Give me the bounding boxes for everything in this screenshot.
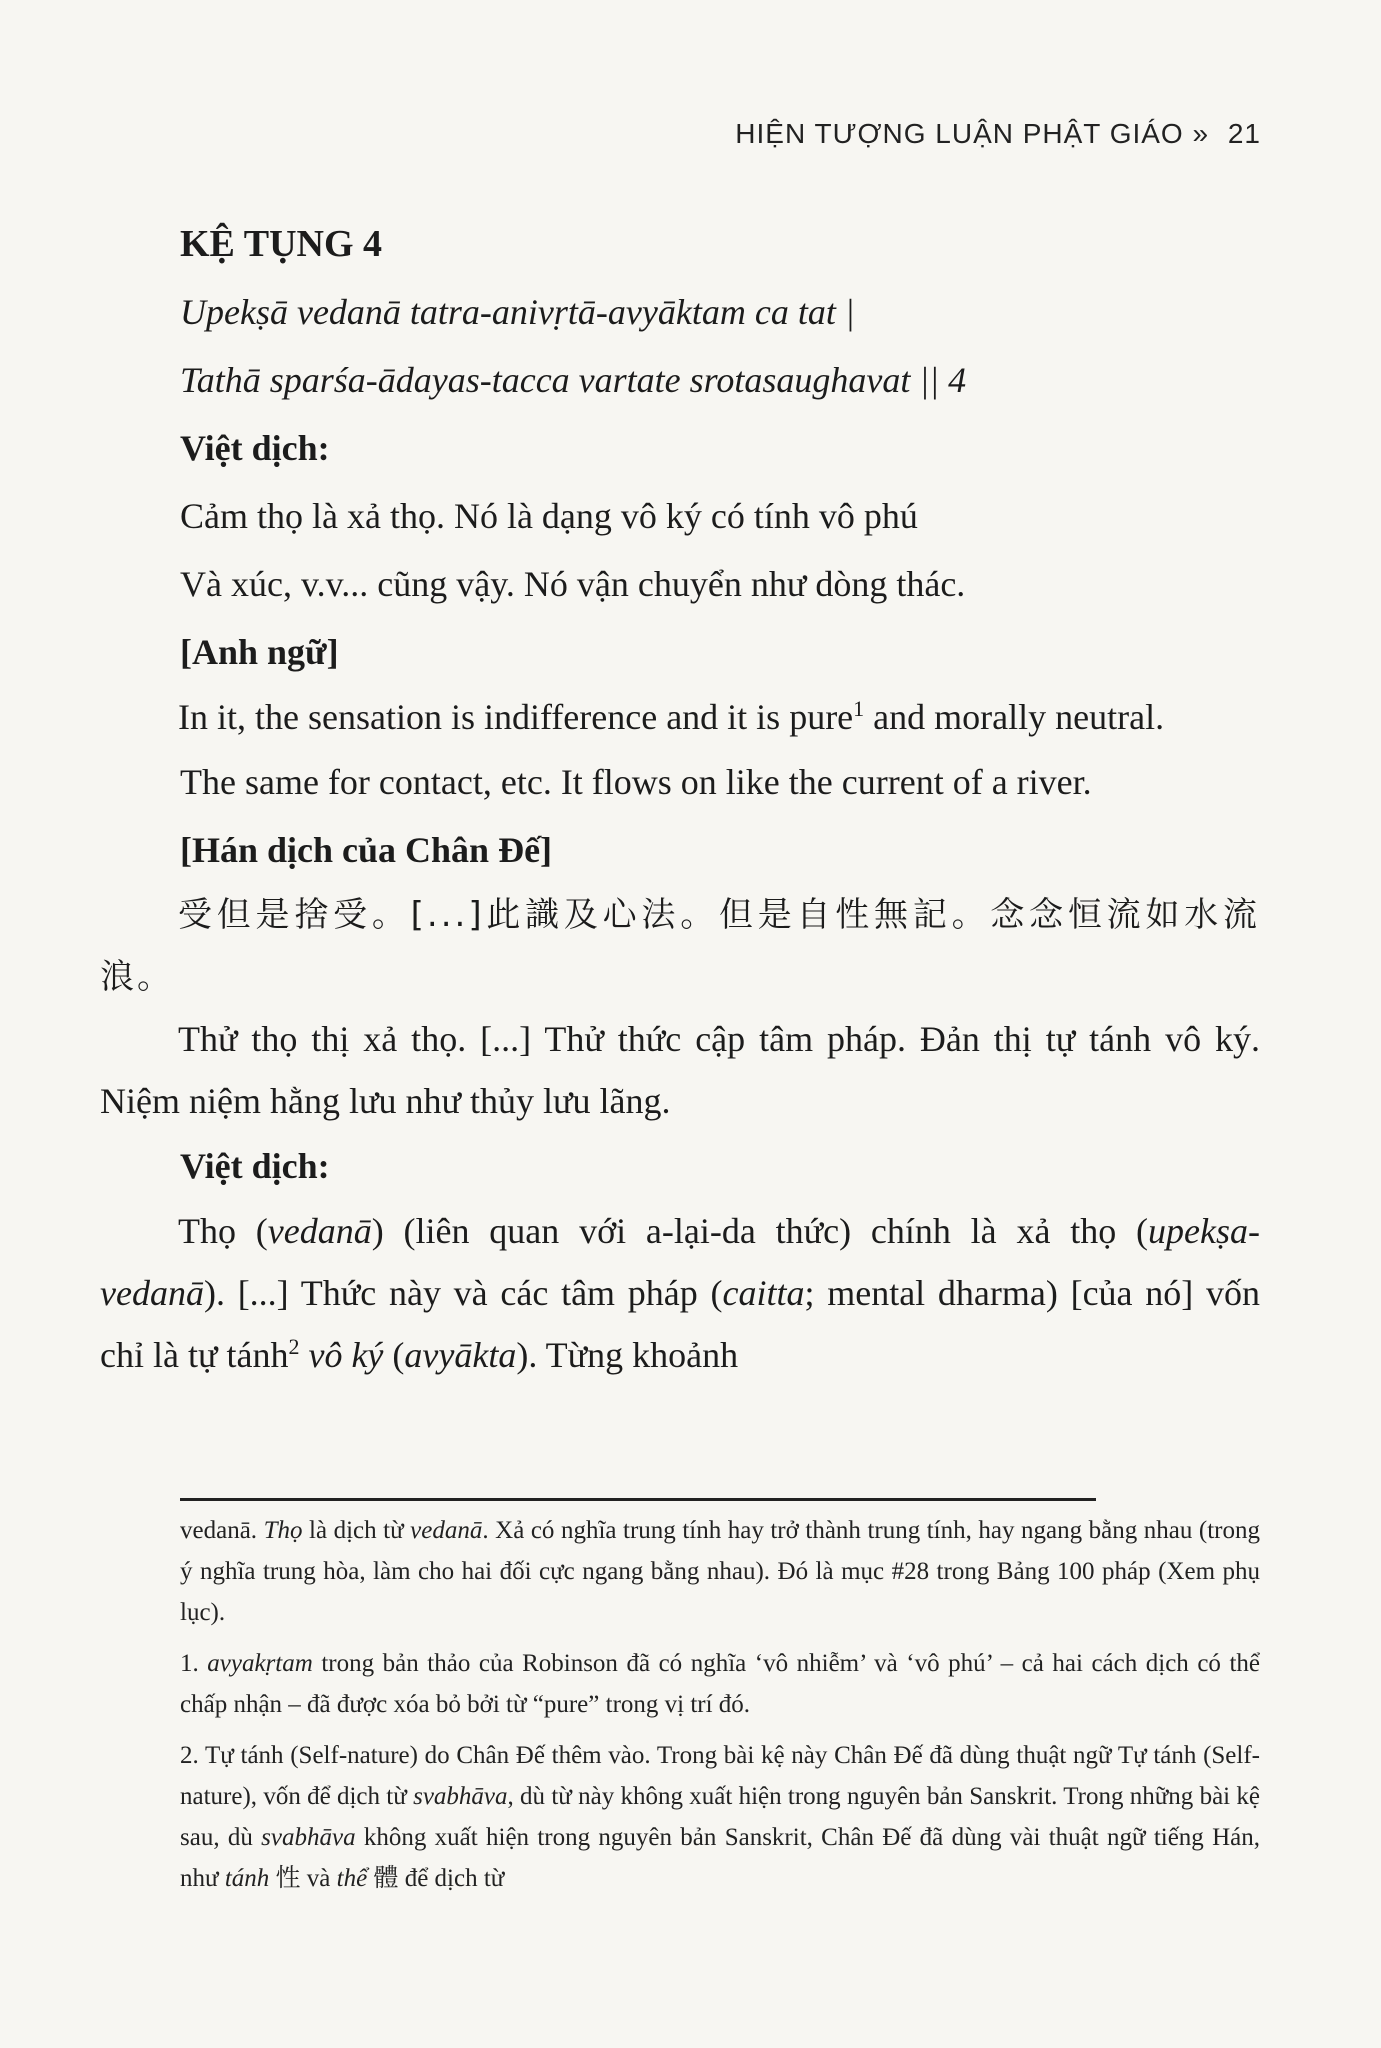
text-run: không xuất hiện trong nguyên bản Sanskrit, Chân Đế đã dùng vài thuật ngữ tiếng Hán, như: [180, 1824, 1261, 1892]
term-upeksa-vedana: upekṣa-vedanā: [100, 1211, 1260, 1313]
text-run: ; mental dharma) [của nó] vốn chỉ là tự tánh: [100, 1273, 1260, 1375]
han-text: 受但是捨受。[...]此識及心法。但是自性無記。念念恒流如水流浪。: [100, 895, 1260, 997]
text-run: để dịch từ: [404, 1865, 505, 1892]
term-tho: Thọ: [263, 1517, 303, 1544]
term-avyakta: avyākta: [404, 1335, 517, 1375]
text-run: ). Từng khoảnh: [516, 1335, 739, 1375]
term-tanh: tánh: [224, 1865, 270, 1892]
footnotes: [180, 1510, 1260, 1909]
text-run: 2. Tự tánh (Self-nature) do Chân Đế thêm vào. Trong bài kệ này Chân Đế đã dùng thuật ngữ Tự tánh (Self-nature), vốn để dịch từ: [180, 1742, 1260, 1810]
english-text-b: and morally neutral.: [864, 697, 1165, 737]
text-run: 1.: [180, 1650, 208, 1677]
footnote-divider: [180, 1498, 1096, 1501]
english-paragraph-2: The same for contact, etc. It flows on like the current of a river.: [180, 762, 1092, 802]
han-reading: Thử thọ thị xả thọ. [...] Thử thức cập tâm pháp. Đản thị tự tánh vô ký. Niệm niệm hằng lưu như thủy lưu lãng.: [100, 1019, 1260, 1121]
term-avyakrtam: avyakṛtam: [207, 1650, 313, 1677]
footnote-2: [180, 1735, 1260, 1899]
sanskrit-line-2: Tathā sparśa-ādayas-tacca vartate srotasaughavat || 4: [180, 360, 967, 400]
text-run: vedanā.: [180, 1517, 264, 1544]
viet-verse-line-1: Cảm thọ là xả thọ. Nó là dạng vô ký có tính vô phú: [180, 496, 918, 536]
term-svabhava: svabhāva: [261, 1824, 356, 1851]
text-run: (: [383, 1335, 405, 1375]
footnote-ref-1: 1: [853, 696, 865, 721]
text-run: và: [306, 1865, 337, 1892]
term-the: thể: [336, 1865, 368, 1892]
running-head-separator: »: [1192, 118, 1210, 149]
english-label: [Anh ngữ]: [180, 632, 339, 672]
viet-label-2: Việt dịch:: [180, 1146, 330, 1186]
term-vo-ky: vô ký: [308, 1335, 384, 1375]
text-run: trong bản thảo của Robinson đã có nghĩa ‘vô nhiễm’ và ‘vô phú’ – cả hai cách dịch có thể chấp nhận – đã được xóa bỏ bởi từ “pure” trong vị trí đó.: [180, 1650, 1260, 1718]
text-run: Thọ (: [178, 1211, 268, 1251]
text-run: . Xả có nghĩa trung tính hay trở thành trung tính, hay ngang bằng nhau (trong ý nghĩa trung hòa, làm cho hai đối cực ngang bằng nhau). Đó là mục #28 trong Bảng 100 pháp (Xem phụ lục).: [180, 1517, 1260, 1626]
term-caitta: caitta: [722, 1273, 805, 1313]
viet-commentary: [100, 1200, 1260, 1386]
footnote-1: [180, 1643, 1260, 1725]
term-vedana: vedanā: [267, 1211, 372, 1251]
english-paragraph-1: [100, 686, 1260, 748]
han-char-tanh: 性: [269, 1865, 307, 1892]
text-run: , dù từ này không xuất hiện trong nguyên bản Sanskrit. Trong những bài kệ sau, dù: [180, 1783, 1260, 1851]
text-run: là dịch từ: [302, 1517, 411, 1544]
running-head-title: HIỆN TƯỢNG LUẬN PHẬT GIÁO: [735, 118, 1184, 149]
running-head: [735, 118, 1261, 150]
han-char-the: 體: [367, 1865, 405, 1892]
term-svabhava: svabhāva: [413, 1783, 508, 1810]
viet-verse-line-2: Và xúc, v.v... cũng vậy. Nó vận chuyển như dòng thác.: [180, 564, 966, 604]
footnote-continuation: [180, 1510, 1260, 1633]
footnote-ref-2: 2: [288, 1334, 300, 1359]
text-run: ). [...] Thức này và các tâm pháp (: [203, 1273, 723, 1313]
page-number: 21: [1227, 118, 1261, 149]
viet-label: Việt dịch:: [180, 428, 330, 468]
verse-heading: KỆ TỤNG 4: [180, 223, 383, 265]
term-vedana: vedanā: [410, 1517, 483, 1544]
han-label: [Hán dịch của Chân Đế]: [180, 830, 553, 870]
main-text: [100, 210, 1260, 1386]
english-text-a: In it, the sensation is indifference and it is pure: [178, 697, 854, 737]
text-run: ) (liên quan với a-lại-da thức) chính là xả thọ (: [371, 1211, 1149, 1251]
sanskrit-line-1: Upekṣā vedanā tatra-anivṛtā-avyāktam ca tat |: [180, 292, 855, 332]
